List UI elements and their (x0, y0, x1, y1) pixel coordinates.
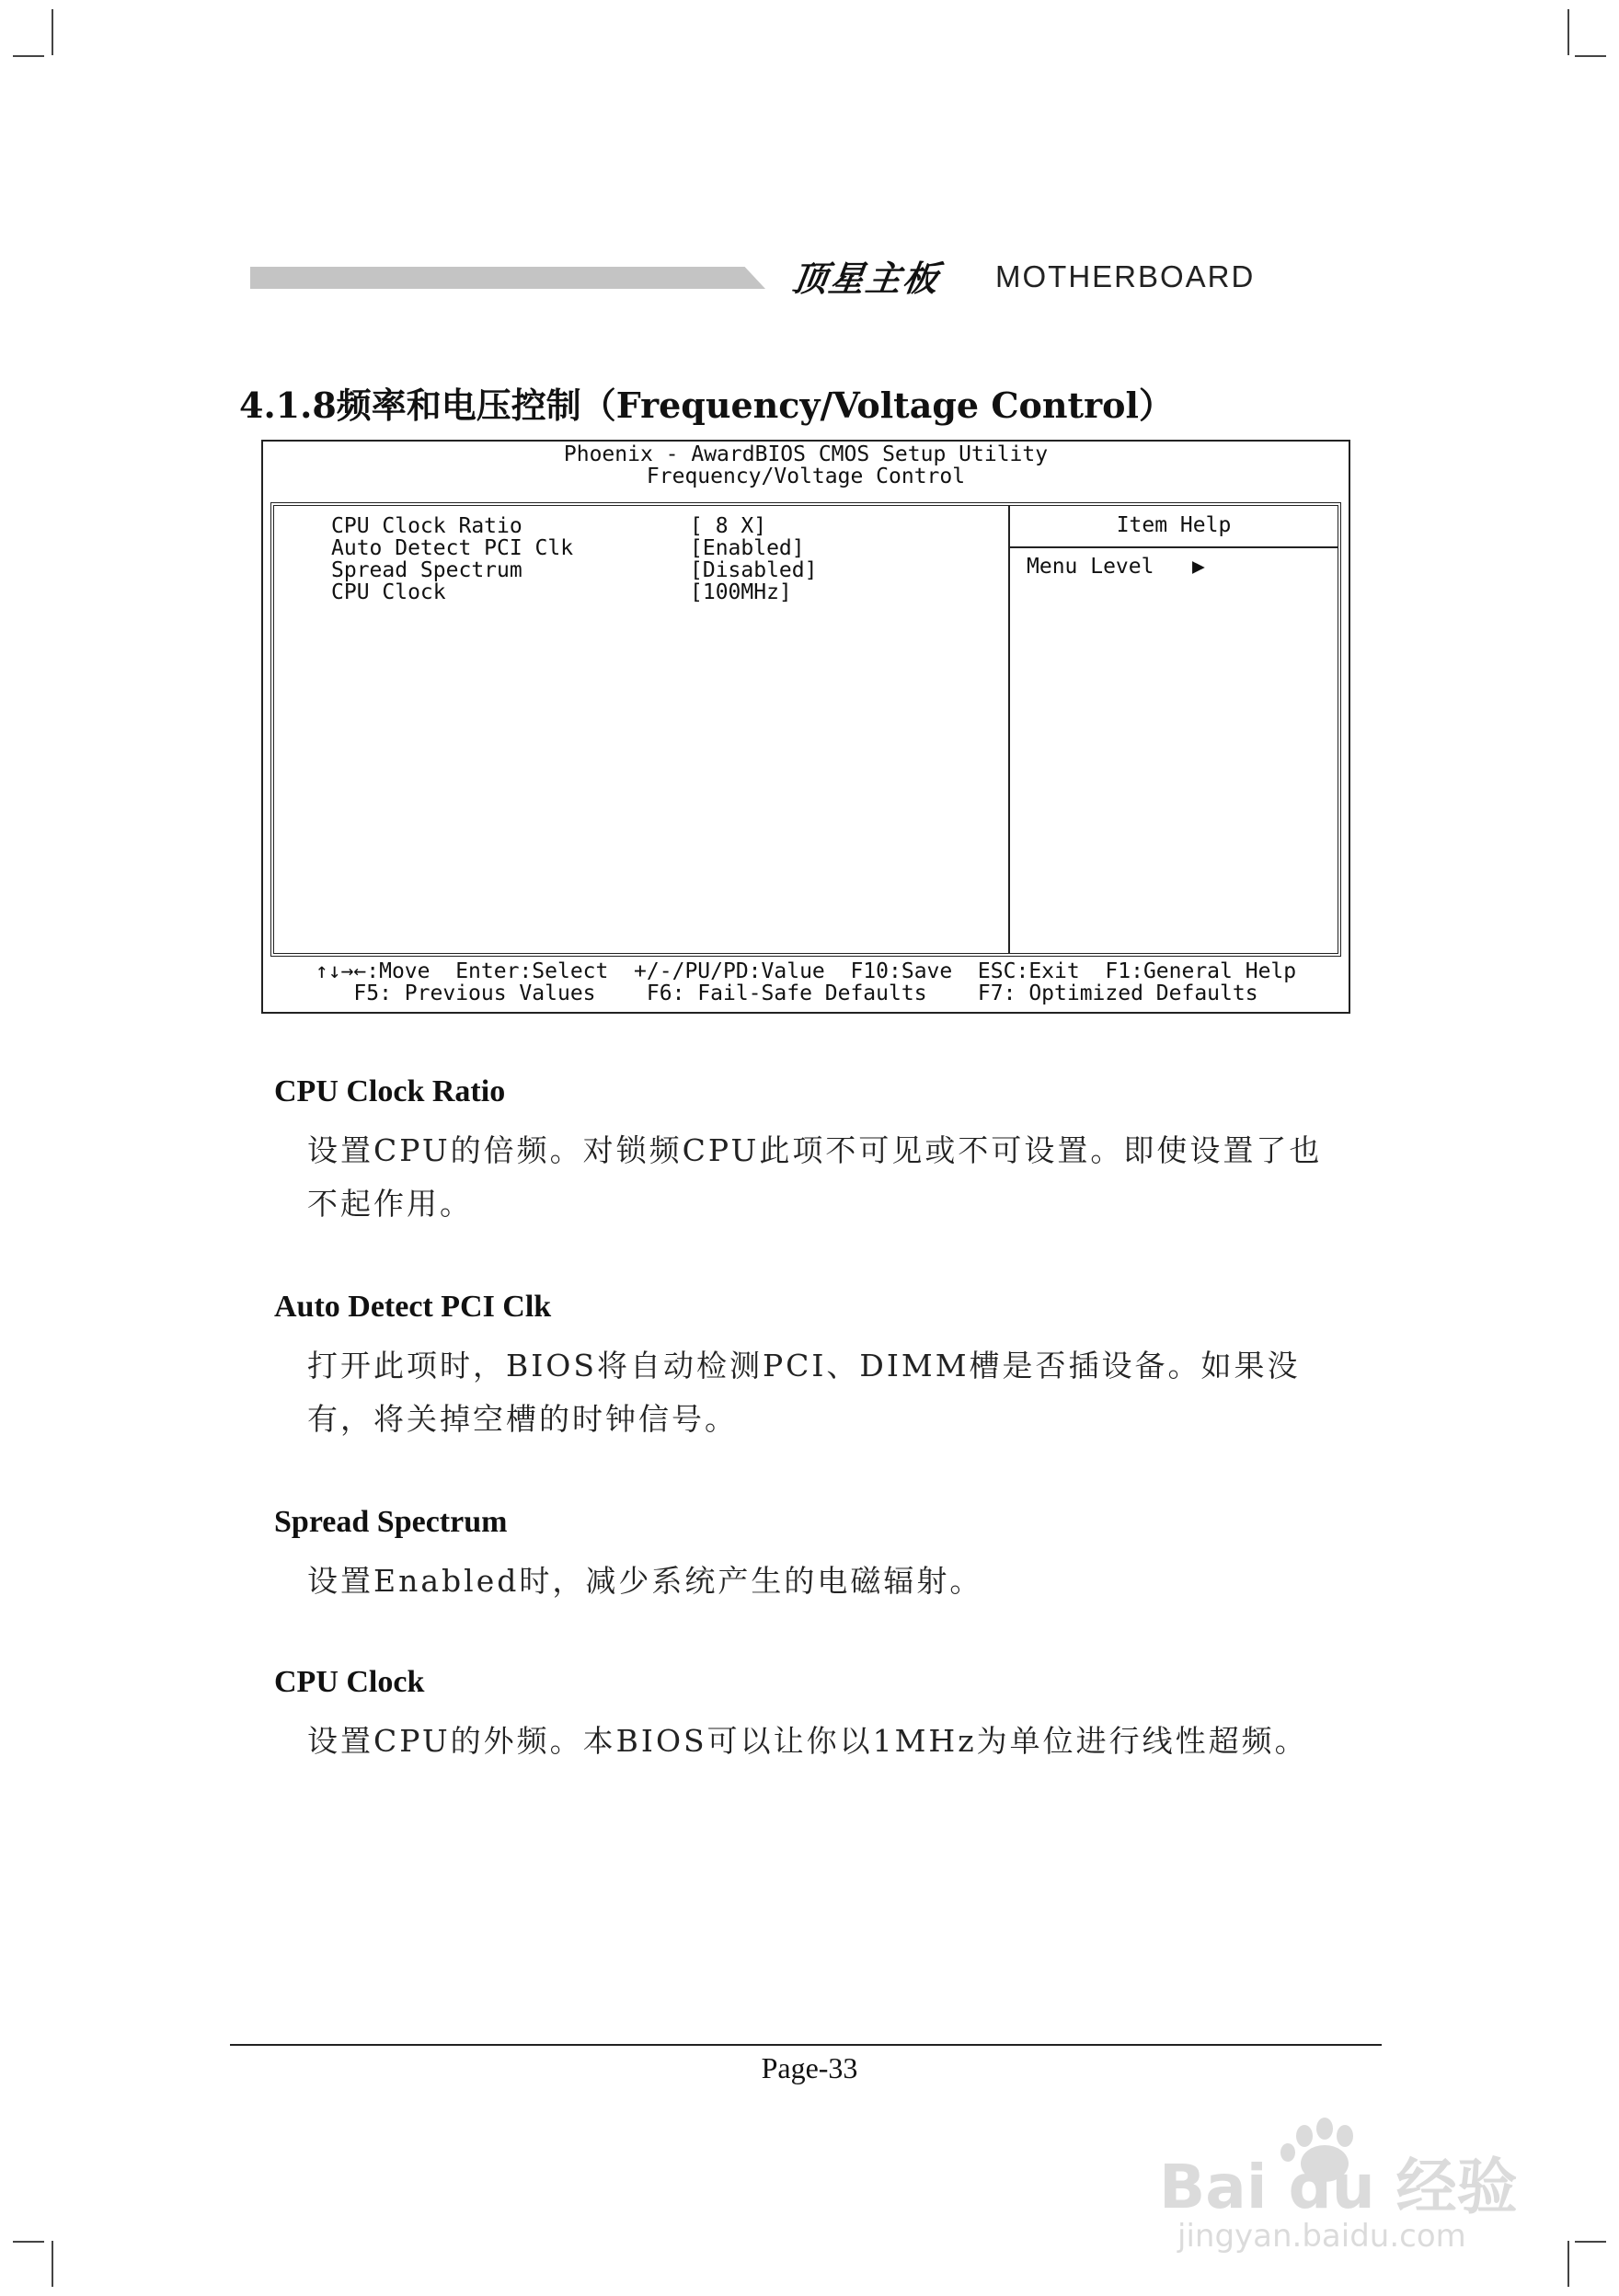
footer-rule (230, 2044, 1382, 2046)
bios-header (263, 442, 1349, 499)
bios-item-auto-detect-pci-clk[interactable]: Auto Detect PCI Clk (331, 536, 574, 560)
bios-value-spread-spectrum[interactable]: [Disabled] (690, 558, 818, 582)
bios-screen (261, 440, 1350, 1014)
brand-label: MOTHERBOARD (995, 259, 1256, 293)
item-help-title: Item Help (1010, 506, 1338, 548)
desc-title-cpu-clock: CPU Clock (274, 1665, 425, 1699)
desc-text-cpu-clock: 设置CPU的外频。本BIOS可以让你以1MHz为单位进行线性超频。 (307, 1723, 1308, 1759)
baidu-watermark (1159, 2116, 1545, 2254)
desc-title-spread-spectrum: Spread Spectrum (274, 1505, 508, 1539)
bios-panel (270, 502, 1341, 957)
panel-divider (1008, 506, 1010, 953)
crop-mark (1567, 9, 1569, 55)
brand-logo-cn: 顶星主板 (789, 258, 943, 299)
bios-value-cpu-clock-ratio[interactable]: [ 8 X] (690, 514, 767, 538)
menu-level: Menu Level ▶ (1027, 555, 1205, 579)
crop-mark (13, 2241, 44, 2243)
bios-key-legend (263, 960, 1349, 1004)
bios-title: Phoenix - AwardBIOS CMOS Setup Utility (563, 442, 1049, 466)
desc-text-spread-spectrum: 设置Enabled时，减少系统产生的电磁辐射。 (307, 1563, 983, 1599)
desc-text-cpu-clock-ratio: 设置CPU的倍频。对锁频CPU此项不可见或不可设置。即使设置了也不起作用。 (307, 1132, 1323, 1222)
crop-mark (1575, 2241, 1606, 2243)
bios-value-auto-detect-pci-clk[interactable]: [Enabled] (690, 536, 805, 560)
crop-mark (1567, 2241, 1569, 2287)
crop-mark (13, 55, 44, 57)
watermark-logo: Bai du 经验 (1159, 2152, 1518, 2222)
bios-value-cpu-clock[interactable]: [100MHz] (690, 580, 792, 604)
bios-item-cpu-clock[interactable]: CPU Clock (331, 580, 446, 604)
watermark-url: jingyan.baidu.com (1177, 2218, 1466, 2254)
page-number: Page-33 (761, 2051, 858, 2084)
key-legend-line-2: F5: Previous Values F6: Fail-Safe Defaults F7: Optimized Defaults (353, 982, 1258, 1005)
bios-item-cpu-clock-ratio[interactable]: CPU Clock Ratio (331, 514, 522, 538)
crop-mark (52, 2241, 53, 2287)
bios-subtitle: Frequency/Voltage Control (646, 465, 966, 488)
desc-title-cpu-clock-ratio: CPU Clock Ratio (274, 1074, 506, 1108)
crop-mark (1575, 55, 1606, 57)
crop-mark (52, 9, 53, 55)
desc-title-auto-detect-pci-clk: Auto Detect PCI Clk (274, 1290, 552, 1324)
key-legend-line-1: ↑↓→←:Move Enter:Select +/-/PU/PD:Value F10:Save ESC:Exit F1:General Help (315, 959, 1297, 983)
desc-text-auto-detect-pci-clk: 打开此项时，BIOS将自动检测PCI、DIMM槽是否插设备。如果没有，将关掉空槽的时钟信号。 (307, 1348, 1301, 1437)
section-title: 4.1.8频率和电压控制（Frequency/Voltage Control） (239, 385, 1174, 426)
header-bar (250, 267, 765, 289)
bios-item-spread-spectrum[interactable]: Spread Spectrum (331, 558, 522, 582)
